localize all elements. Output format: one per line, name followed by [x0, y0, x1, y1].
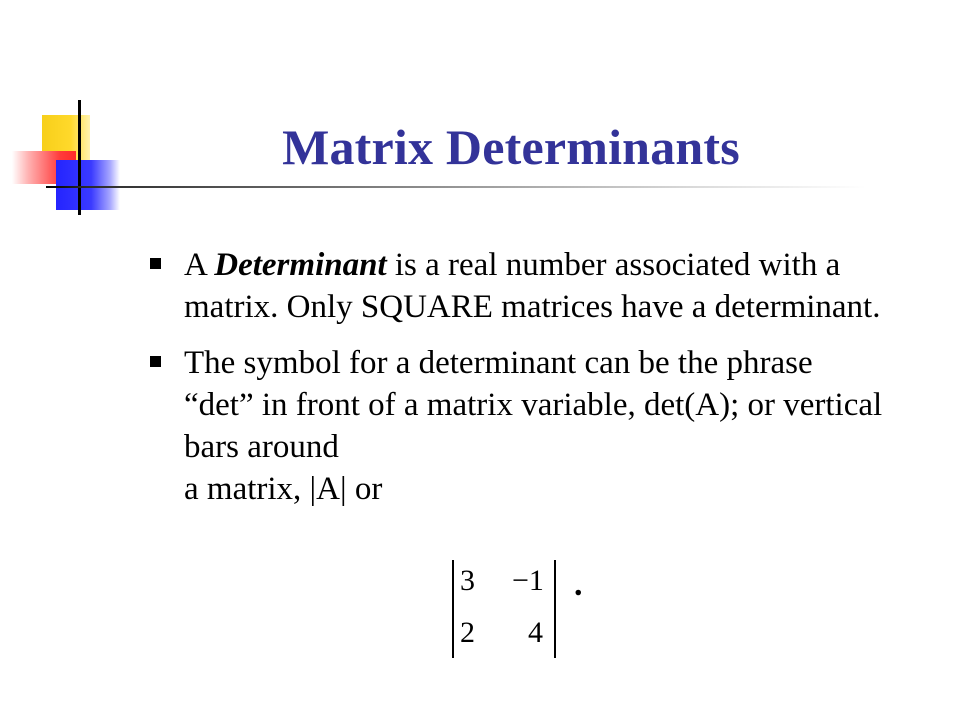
bullet-1-text-post: is a real number associated with a matrix. Only SQUARE matrices have a determinant. [184, 247, 881, 325]
square-bullet-icon [150, 258, 161, 269]
determinant-matrix [452, 560, 556, 658]
bullet-item-1 [148, 244, 888, 328]
bullet-2-text: The symbol for a determinant can be the phrase “det” in front of a matrix variable, det(A); or vertical bars around [184, 345, 883, 465]
bullet-2-text-line2: a matrix, |A| or [184, 471, 383, 507]
bullet-item-2 [148, 342, 888, 510]
bullet-1-emphasis: Determinant [214, 247, 387, 283]
matrix-cell-r2c1: 2 [460, 616, 475, 649]
slide-title: Matrix Determinants [282, 119, 740, 175]
bullet-1-text-pre: A [184, 247, 215, 283]
title-underline [46, 186, 866, 188]
square-bullet-icon [150, 356, 161, 367]
matrix-cell-r1c2: −1 [512, 564, 544, 597]
sentence-period: . [574, 566, 583, 603]
bullet-list [148, 244, 888, 524]
matrix-cell-r1c1: 3 [460, 564, 475, 597]
matrix-cell-r2c2: 4 [528, 616, 543, 649]
